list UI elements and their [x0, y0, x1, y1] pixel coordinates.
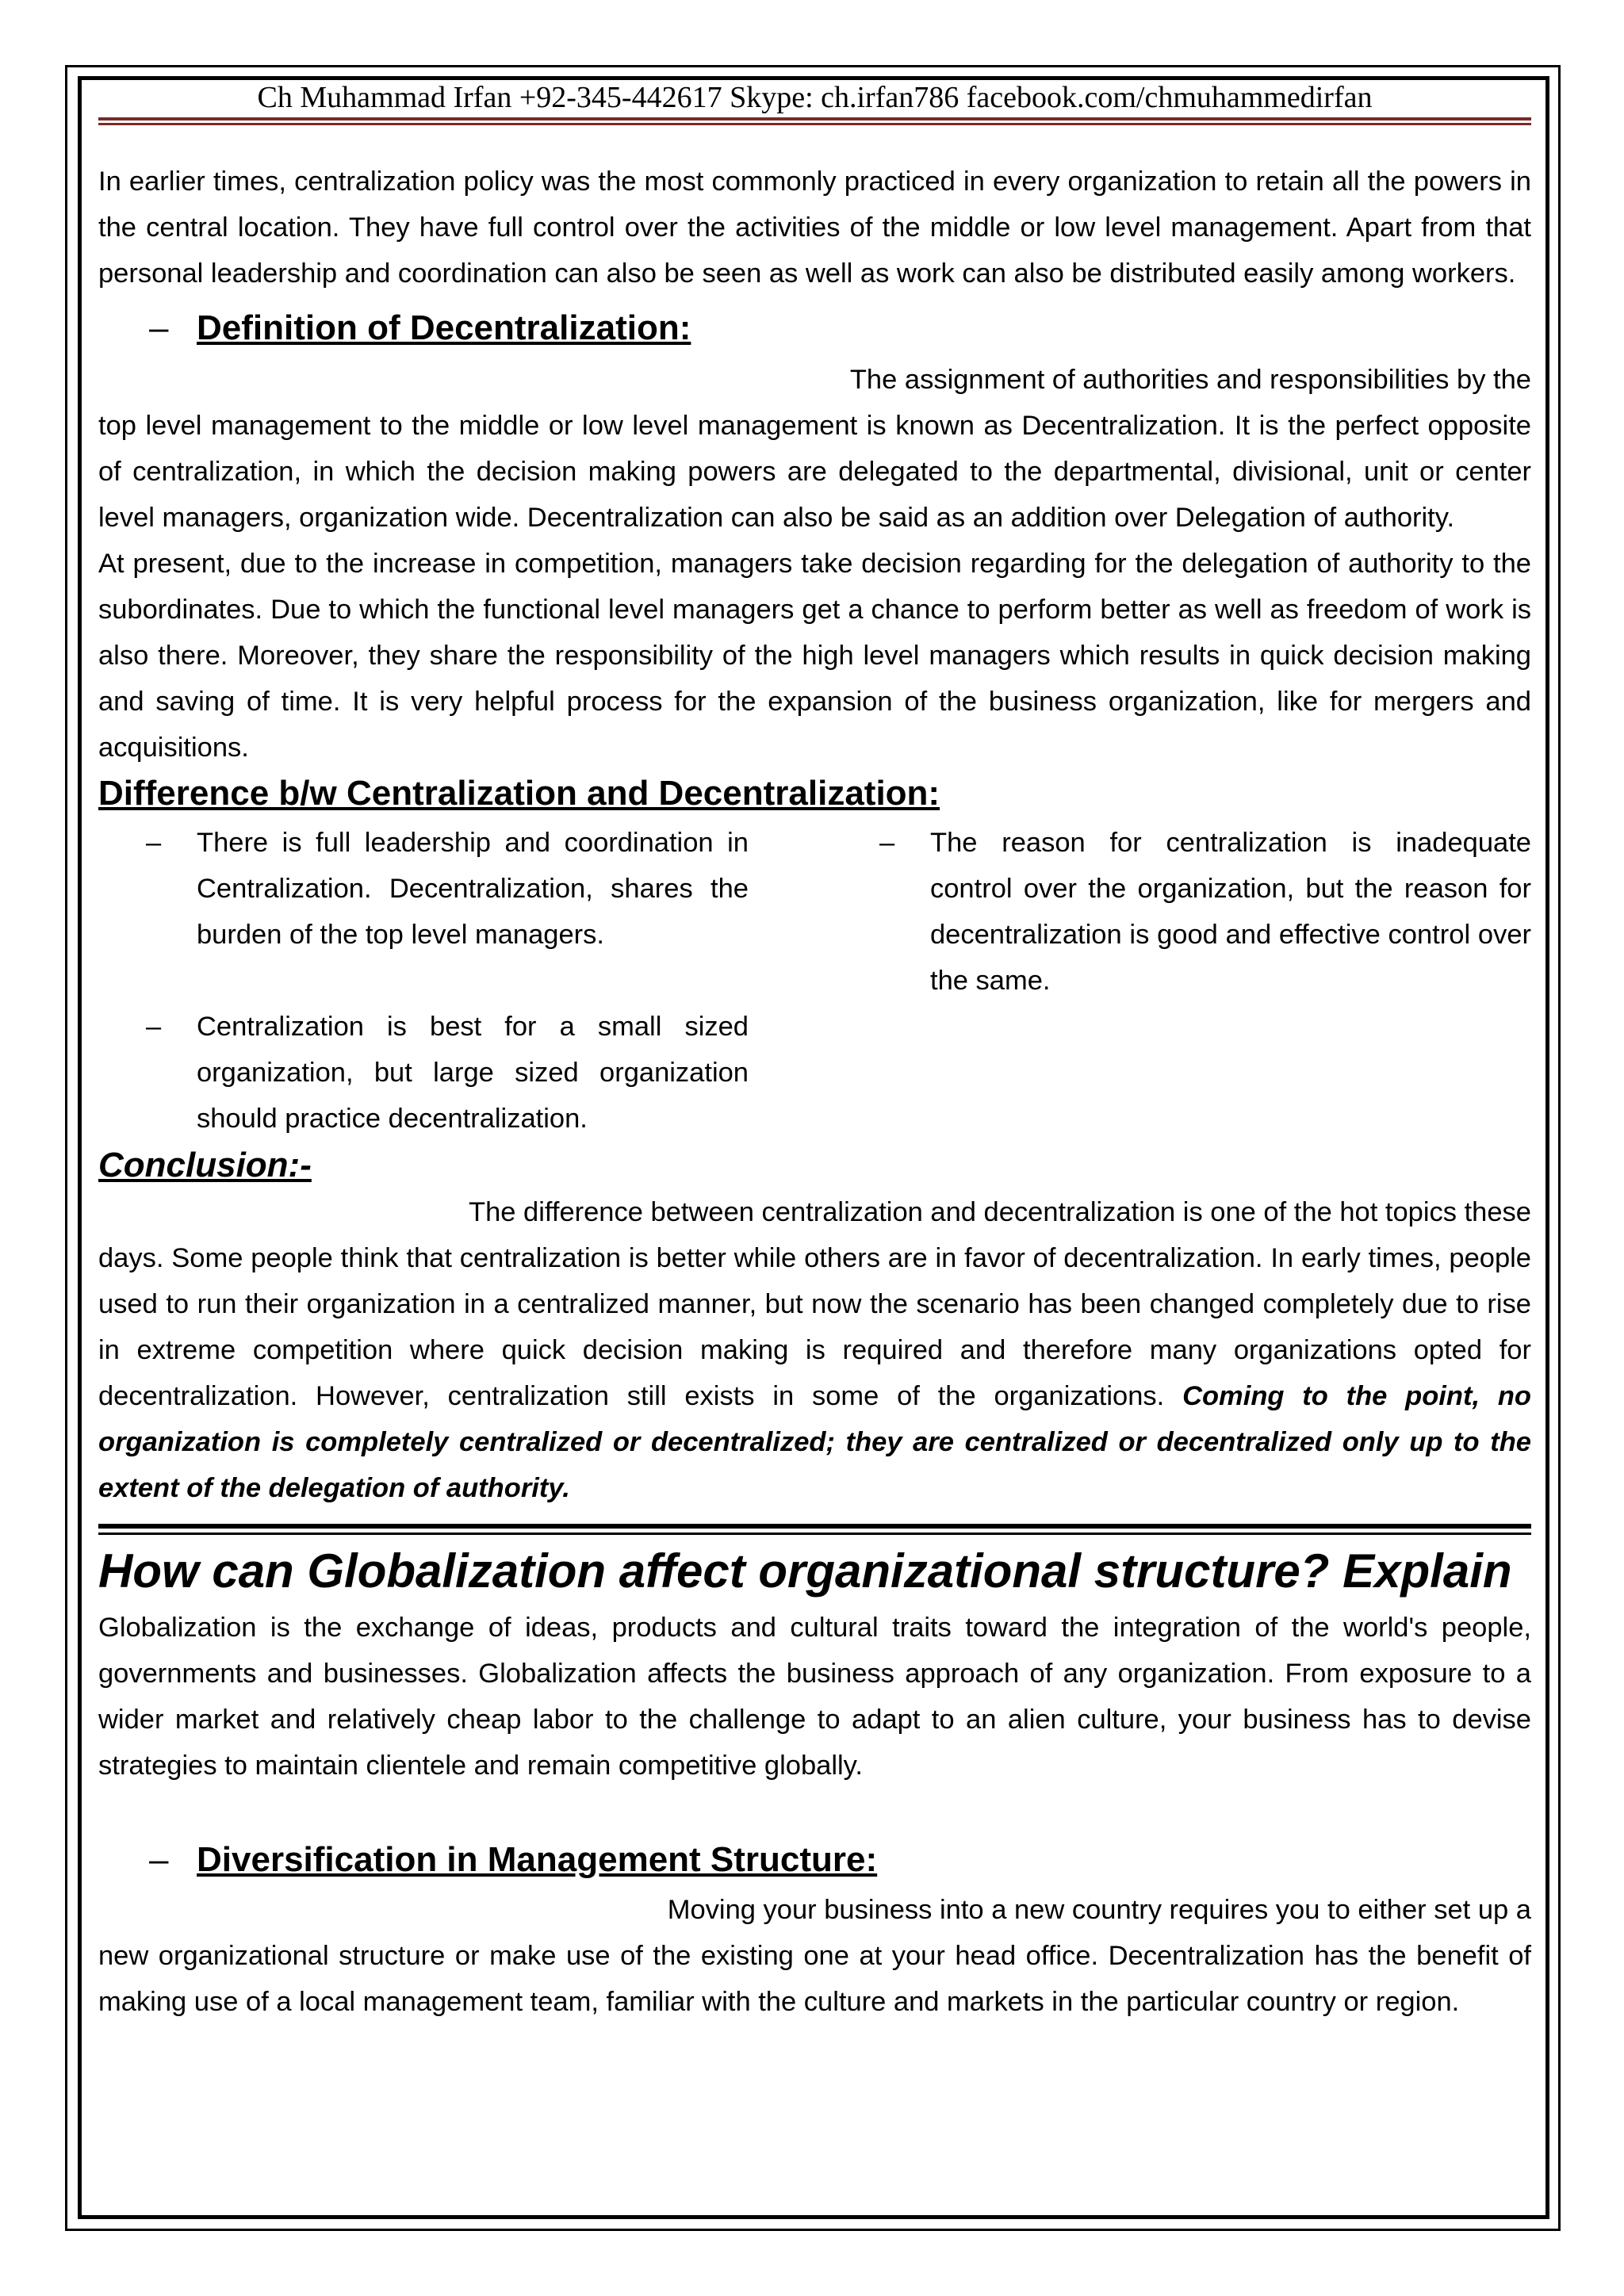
dash-icon: –	[146, 1012, 162, 1042]
globalization-heading: How can Globalization affect organizational structure? Explain	[98, 1544, 1512, 1598]
definition-paragraph: top level management to the middle or low level management is known as Decentralization. It is the perfect opposite of centralization, in which the decision making powers are delegated to the departmental, divisional, unit or center level managers, organization wide. Decentralization can also be said as an addition over Delegation of authority.	[98, 411, 1531, 533]
diversification-heading-row	[98, 1835, 1531, 1885]
list-item-text: The reason for centralization is inadequate control over the organization, but the reason for decentralization is good and effective control over the same.	[930, 828, 1531, 996]
definition-heading-row	[98, 303, 1531, 354]
list-item	[98, 820, 749, 958]
dash-icon: –	[146, 828, 162, 858]
list-item-text: There is full leadership and coordination in Centralization. Decentralization, shares the burden of the top level managers.	[197, 828, 749, 950]
diversification-heading: Diversification in Management Structure:	[197, 1840, 878, 1879]
difference-heading: Difference b/w Centralization and Decentralization:	[98, 774, 940, 813]
intro-paragraph: In earlier times, centralization policy was the most commonly practiced in every organization to retain all the powers in the central location. They have full control over the activities of the middle or low level management. Apart from that personal leadership and coordination can also be seen as well as work can also be distributed easily among workers.	[98, 166, 1531, 289]
diversification-paragraph: new organizational structure or make use of the existing one at your head office. Decentralization has the benefit of making use of a local management team, familiar with the culture and markets in the particular country or region.	[98, 1941, 1531, 2017]
header-rule	[98, 117, 1531, 121]
difference-left-column	[98, 820, 749, 1142]
conclusion-text: days. Some people think that centralization is better while others are in favor of decentralization. In early times, people used to run their organization in a centralized manner, but now the scenario has been changed completely due to rise in extreme competition where quick decision making is required and therefore many organizations opted for decentralization. However, centralization still exists in some of the organizations.	[98, 1243, 1531, 1411]
section-divider	[98, 1524, 1531, 1535]
dash-icon: –	[879, 828, 895, 858]
list-item	[98, 1004, 749, 1142]
dash-icon: –	[149, 308, 169, 347]
list-item-text: Centralization is best for a small sized organization, but large sized organization should practice decentralization.	[197, 1012, 749, 1134]
definition-present-paragraph: At present, due to the increase in competition, managers take decision regarding for the delegation of authority to the subordinates. Due to which the functional level managers get a chance to perform better as well as freedom of work is also there. Moreover, they share the responsibility of the high level managers which results in quick decision making and saving of time. It is very helpful process for the expansion of the business organization, like for mergers and acquisitions.	[98, 549, 1531, 763]
conclusion-paragraph	[98, 1235, 1531, 1511]
page-content	[98, 76, 1531, 2025]
list-item	[879, 820, 1531, 1004]
globalization-paragraph: Globalization is the exchange of ideas, products and cultural traits toward the integration of the world's people, governments and businesses. Globalization affects the business approach of any organization. From exposure to a wider market and relatively cheap labor to the challenge to adapt to an alien culture, your business has to devise strategies to maintain clientele and remain competitive globally.	[98, 1613, 1531, 1781]
conclusion-heading: Conclusion:-	[98, 1146, 312, 1184]
header-contact: Ch Muhammad Irfan +92-345-442617 Skype: ch.irfan786 facebook.com/chmuhammedirfan	[257, 81, 1373, 114]
conclusion-lead: The difference between centralization and decentralization is one of the hot topics these	[469, 1197, 1531, 1227]
difference-columns	[98, 820, 1531, 1142]
conclusion-emphasis: Coming to the point, no organization is completely centralized or decentralized; they are centralized or decentralized only up to the extent of the delegation of authority.	[98, 1381, 1531, 1503]
difference-right-column	[879, 820, 1531, 1142]
dash-icon: –	[149, 1840, 169, 1879]
diversification-lead: Moving your business into a new country requires you to either set up a	[667, 1895, 1531, 1925]
definition-lead: The assignment of authorities and responsibilities by the	[849, 365, 1531, 395]
definition-heading: Definition of Decentralization:	[197, 308, 691, 347]
